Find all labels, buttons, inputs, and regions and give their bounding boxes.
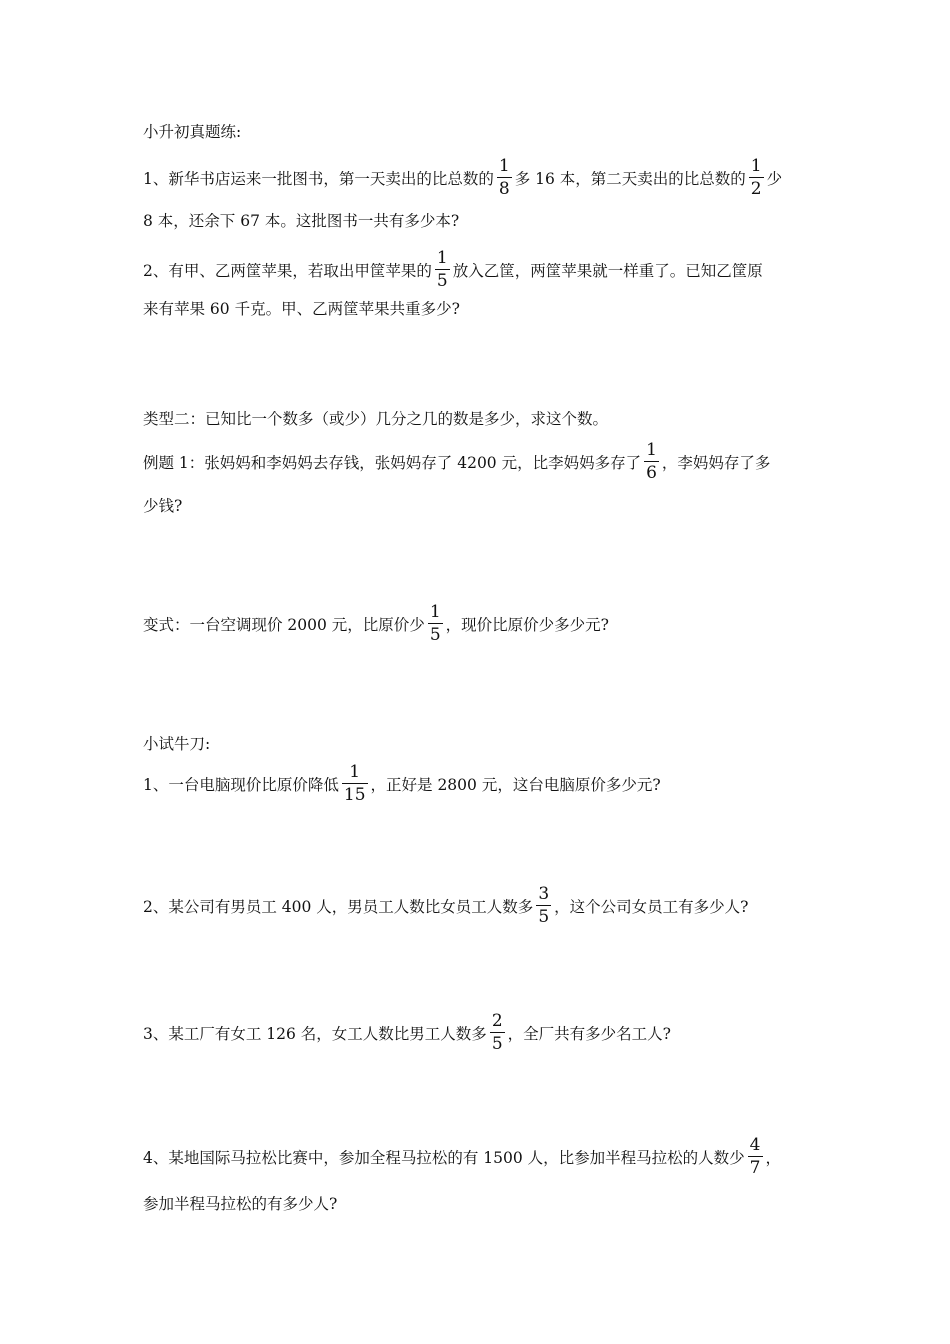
fraction bbox=[490, 1013, 505, 1053]
practice-4-line-1 bbox=[143, 1135, 782, 1179]
practice-2 bbox=[143, 884, 749, 928]
fraction-numerator: 3 bbox=[538, 884, 550, 904]
question-2-line-2: 来有苹果 60 千克。甲、乙两筐苹果共重多少? bbox=[143, 300, 460, 318]
question-text: ，这个公司女员工有多少人? bbox=[554, 898, 749, 916]
question-1-line-2: 8 本，还余下 67 本。这批图书一共有多少本? bbox=[143, 212, 460, 230]
question-text: 放入乙筐，两筐苹果就一样重了。已知乙筐原 bbox=[452, 262, 763, 280]
fraction bbox=[497, 158, 512, 198]
section-heading-practice: 小升初真题练: bbox=[143, 123, 242, 141]
fraction bbox=[342, 764, 368, 804]
question-text: ，正好是 2800 元，这台电脑原价多少元? bbox=[370, 776, 661, 794]
question-1-line-1 bbox=[143, 156, 783, 200]
fraction-denominator: 7 bbox=[749, 1158, 761, 1178]
question-text: ， bbox=[765, 1149, 782, 1167]
question-2-line-1 bbox=[143, 248, 763, 292]
example-1-line-1 bbox=[143, 440, 771, 484]
fraction bbox=[748, 1137, 763, 1177]
fraction-numerator: 1 bbox=[750, 156, 762, 176]
fraction-denominator: 5 bbox=[429, 625, 441, 645]
fraction-denominator: 2 bbox=[750, 179, 762, 199]
question-text: 变式：一台空调现价 2000 元，比原价少 bbox=[143, 616, 425, 634]
question-text: 3、某工厂有女工 126 名，女工人数比男工人数多 bbox=[143, 1025, 487, 1043]
question-text: ，全厂共有多少名工人? bbox=[507, 1025, 671, 1043]
question-text: 1、新华书店运来一批图书，第一天卖出的比总数的 bbox=[143, 170, 494, 188]
practice-3 bbox=[143, 1011, 671, 1055]
fraction-numerator: 1 bbox=[429, 602, 441, 622]
variant-question bbox=[143, 602, 609, 646]
fraction-numerator: 4 bbox=[749, 1135, 761, 1155]
fraction bbox=[644, 442, 659, 482]
question-text: 少 bbox=[766, 170, 783, 188]
fraction-denominator: 5 bbox=[491, 1034, 503, 1054]
question-text: 2、某公司有男员工 400 人，男员工人数比女员工人数多 bbox=[143, 898, 534, 916]
fraction-numerator: 1 bbox=[342, 764, 368, 784]
fraction bbox=[536, 886, 551, 926]
fraction bbox=[749, 158, 764, 198]
fraction-denominator: 6 bbox=[646, 463, 657, 483]
fraction-denominator: 5 bbox=[436, 271, 448, 291]
question-text: 2、有甲、乙两筐苹果，若取出甲筐苹果的 bbox=[143, 262, 432, 280]
question-text: 多 16 本，第二天卖出的比总数的 bbox=[514, 170, 746, 188]
practice-4-line-2: 参加半程马拉松的有多少人? bbox=[143, 1195, 338, 1213]
question-text: ，现价比原价少多少元? bbox=[445, 616, 609, 634]
section-heading-try: 小试牛刀: bbox=[143, 735, 211, 753]
question-text: 4、某地国际马拉松比赛中，参加全程马拉松的有 1500 人，比参加半程马拉松的人数少 bbox=[143, 1149, 745, 1167]
practice-1 bbox=[143, 762, 661, 806]
question-text: 1、一台电脑现价比原价降低 bbox=[143, 776, 339, 794]
fraction-denominator: 5 bbox=[538, 907, 550, 927]
fraction-numerator: 1 bbox=[436, 248, 448, 268]
fraction-numerator: 1 bbox=[498, 156, 510, 176]
fraction-numerator: 2 bbox=[491, 1011, 503, 1031]
fraction-numerator: 1 bbox=[646, 440, 657, 460]
type-2-heading: 类型二：已知比一个数多（或少）几分之几的数是多少，求这个数。 bbox=[143, 410, 609, 428]
fraction bbox=[435, 250, 450, 290]
fraction-denominator: 15 bbox=[343, 785, 366, 805]
fraction-denominator: 8 bbox=[498, 179, 510, 199]
question-text: 例题 1：张妈妈和李妈妈去存钱，张妈妈存了 4200 元，比李妈妈多存了 bbox=[143, 454, 642, 472]
question-text: ，李妈妈存了多 bbox=[661, 454, 771, 472]
example-1-line-2: 少钱? bbox=[143, 497, 183, 515]
fraction bbox=[428, 604, 443, 644]
